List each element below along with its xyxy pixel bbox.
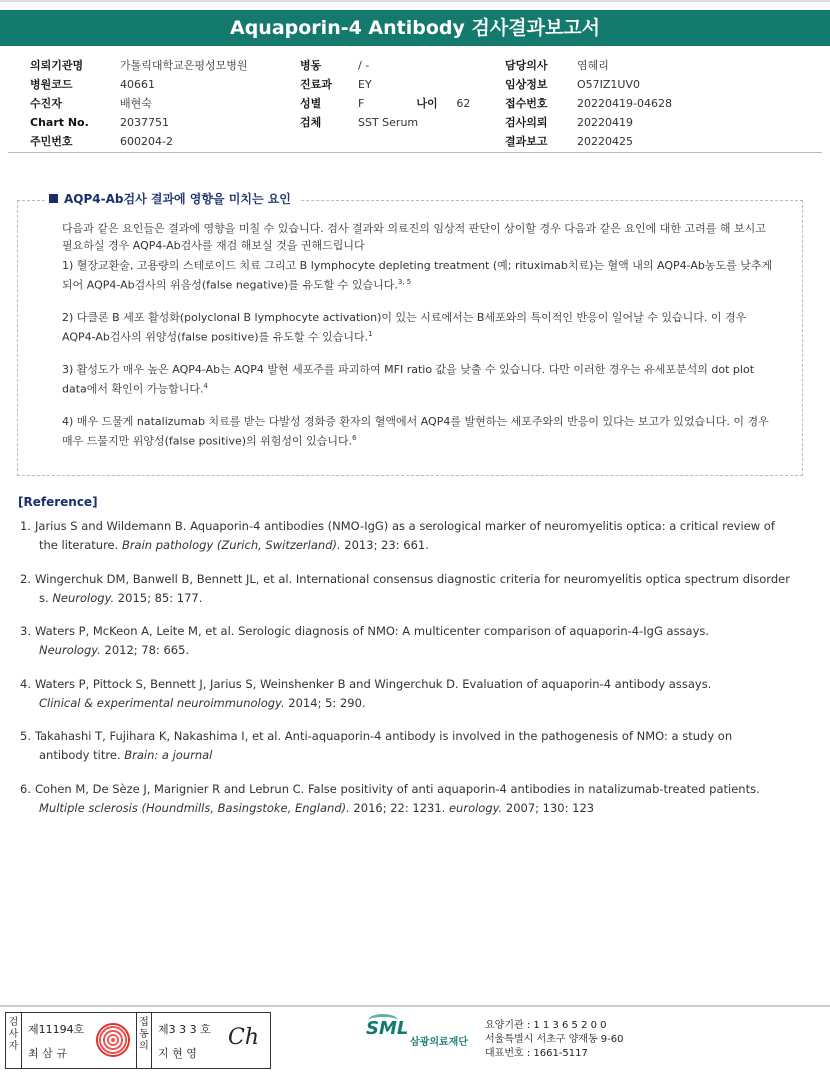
intro-paragraph: 다음과 같은 요인들은 결과에 영향을 미칠 수 있습니다. 검사 결과와 의료진의 임상적 판단이 상이할 경우 다음과 같은 요인에 대한 고려를 해 보시고 필요하실 경우 AQP4-Ab검사를 재검 해보실 것을 권해드립니다 <box>62 222 766 252</box>
field-label: 임상정보 <box>505 78 548 91</box>
info-row <box>300 75 470 94</box>
field-value: / - <box>358 59 370 72</box>
reference-item <box>20 675 824 713</box>
section-title <box>45 190 299 208</box>
inspector-name: 최 삼 규 <box>28 1047 67 1060</box>
reference-item <box>20 517 824 555</box>
field-label: 결과보고 <box>505 135 548 148</box>
reference-heading: [Reference] <box>18 495 98 509</box>
inspector-label: 검사자 <box>6 1013 22 1068</box>
ref-journal: Brain: a journal <box>124 748 213 762</box>
ref-text: 2007; 130: 123 <box>502 801 595 815</box>
info-row <box>505 132 672 151</box>
field-label: 수진자 <box>30 97 62 110</box>
reference-item <box>20 727 824 765</box>
info-row <box>30 132 248 151</box>
ref-text: 2013; 23: 661. <box>340 538 429 552</box>
field-value: 20220419 <box>577 116 633 129</box>
square-bullet-icon <box>49 194 58 203</box>
info-row <box>30 56 248 75</box>
age-label: 나이 <box>416 97 438 110</box>
ref-number: 4. <box>20 677 31 691</box>
ref-journal: Brain pathology (Zurich, Switzerland). <box>121 538 341 552</box>
citation: 4 <box>203 382 208 390</box>
ref-journal: Multiple sclerosis (Houndmills, Basingstoke, England). <box>39 801 350 815</box>
field-label: 담당의사 <box>505 59 548 72</box>
ref-text: 2016; 22: 1231. <box>349 801 449 815</box>
info-row <box>300 113 470 132</box>
field-value: 염혜리 <box>577 59 609 72</box>
factor-4-text: 4) 매우 드물게 natalizumab 치료를 받는 다발성 경화증 환자의 혈액에서 AQP4를 발현하는 세포주와의 반응이 있다는 보고가 있었습니다. 이 경우 매우 드물지만 위양성(false positive)의 위험성이 있습니다. <box>62 415 769 448</box>
field-label: 병동 <box>300 59 322 72</box>
info-column-3 <box>505 56 672 151</box>
ref-text: Waters P, Pittock S, Bennett J, Jarius S, Weinshenker B and Wingerchuk D. Evaluation of aquaporin-4 antibody assays. <box>35 677 712 691</box>
section-title-text: AQP4-Ab검사 결과에 영향을 미치는 요인 <box>64 192 291 206</box>
factor-1-text: 1) 혈장교환술, 고용량의 스테로이드 치료 그리고 B lymphocyte depleting treatment (예; rituximab치료)는 혈액 내의 AQP4-Ab농도를 낮추게 되어 AQP4-Ab검사의 위음성(false negative)를 유도할 수 있습니다. <box>62 259 773 292</box>
sml-logo: SML <box>366 1018 409 1039</box>
ref-text: 2015; 85: 177. <box>114 591 203 605</box>
ref-number: 2. <box>20 572 31 586</box>
field-label: 검체 <box>300 116 322 129</box>
field-value: 2037751 <box>120 116 169 129</box>
ref-number: 6. <box>20 782 31 796</box>
info-column-2 <box>300 56 470 132</box>
lab-address-block <box>485 1019 624 1061</box>
ref-journal: Clinical & experimental neuroimmunology. <box>39 696 285 710</box>
ref-number: 3. <box>20 624 31 638</box>
address: 서울특별시 서초구 양재동 9-60 <box>485 1034 624 1045</box>
field-value: 40661 <box>120 78 155 91</box>
inspector-number: 제11194호 <box>28 1023 85 1036</box>
factor-2-text: 2) 다클론 B 세포 활성화(polyclonal B lymphocyte activation)이 있는 시료에서는 B세포와의 특이적인 반응이 일어날 수 있습니다. 이 경우 AQP4-Ab검사의 위양성(false positive)를 유도할 수 있습니다. <box>62 311 747 344</box>
ref-number: 5. <box>20 729 31 743</box>
info-row <box>30 75 248 94</box>
top-border <box>0 0 830 2</box>
info-row <box>505 56 672 75</box>
ref-journal: Neurology. <box>39 643 101 657</box>
ref-journal: eurology. <box>448 801 503 815</box>
field-value: F <box>358 97 365 110</box>
field-value: 배현숙 <box>120 97 152 110</box>
report-title: Aquaporin-4 Antibody 검사결과보고서 <box>0 10 830 46</box>
signature-box <box>5 1012 271 1069</box>
ref-text: Jarius S and Wildemann B. Aquaporin-4 antibodies (NMO-IgG) as a serological marker of neuromyelitis optica: a critical review of <box>35 519 775 533</box>
header-divider <box>8 152 822 153</box>
field-label: 성별 <box>300 97 322 110</box>
info-row <box>300 94 470 113</box>
factor-3 <box>62 361 774 398</box>
footer-divider <box>0 1005 830 1007</box>
ref-text: Wingerchuk DM, Banwell B, Bennett JL, et al. International consensus diagnostic criteria for neuromyelitis optica spectrum disorder <box>35 572 790 586</box>
citation: 1 <box>368 330 373 338</box>
info-row <box>505 113 672 132</box>
info-row <box>505 75 672 94</box>
ref-text: antibody titre. <box>39 748 125 762</box>
field-label: 병원코드 <box>30 78 73 91</box>
factor-2 <box>62 309 774 346</box>
ref-number: 1. <box>20 519 31 533</box>
handwritten-signature: Ch <box>228 1025 260 1050</box>
field-value: 가톨릭대학교은평성모병원 <box>120 59 248 72</box>
approver-number: 제3 3 3 호 <box>158 1023 211 1036</box>
factor-4 <box>62 413 774 450</box>
field-label: 의뢰기관명 <box>30 59 84 72</box>
field-value: O57IZ1UV0 <box>577 78 641 91</box>
citation: 3, 5 <box>397 278 412 286</box>
foundation-name: 삼광의료재단 <box>410 1037 468 1048</box>
field-label: 진료과 <box>300 78 332 91</box>
ref-text: Takahashi T, Fujihara K, Nakashima I, et al. Anti-aquaporin-4 antibody is involved in the pathogenesis of NMO: a study on <box>35 729 733 743</box>
ref-text: the literature. <box>39 538 122 552</box>
approver-label: 접동의 <box>136 1013 152 1068</box>
factor-3-text: 3) 활성도가 매우 높은 AQP4-Ab는 AQP4 발현 세포주를 파괴하여 MFI ratio 값을 낮출 수 있습니다. 다만 이러한 경우는 유세포분석의 dot plot data에서 확인이 가능합니다. <box>62 363 755 396</box>
info-row <box>30 113 248 132</box>
field-value: 20220425 <box>577 135 633 148</box>
reference-item <box>20 622 824 660</box>
ref-text: s. <box>39 591 53 605</box>
citation: 6 <box>352 434 357 442</box>
seal-stamp <box>96 1023 130 1057</box>
agency-number: 요양기관 : 1 1 3 6 5 2 0 0 <box>485 1020 607 1031</box>
ref-text: Cohen M, De Sèze J, Marignier R and Lebrun C. False positivity of anti aquaporin-4 antibodies in natalizumab-treated patients. <box>35 782 760 796</box>
factor-1 <box>62 257 774 294</box>
reference-item <box>20 570 824 608</box>
info-row <box>300 56 470 75</box>
info-row <box>30 94 248 113</box>
field-label: 검사의뢰 <box>505 116 548 129</box>
field-label: 주민번호 <box>30 135 73 148</box>
ref-journal: Neurology. <box>52 591 115 605</box>
field-label: Chart No. <box>30 116 89 129</box>
reference-item <box>20 780 824 818</box>
ref-text: Waters P, McKeon A, Leite M, et al. Serologic diagnosis of NMO: A multicenter comparison of aquaporin-4-IgG assays. <box>35 624 710 638</box>
age-value: 62 <box>456 97 471 110</box>
field-label: 접수번호 <box>505 97 548 110</box>
info-column-1 <box>30 56 248 151</box>
field-value: 20220419-04628 <box>577 97 672 110</box>
field-value: SST Serum <box>358 116 419 129</box>
field-value: 600204-2 <box>120 135 173 148</box>
info-row <box>505 94 672 113</box>
field-value: EY <box>358 78 372 91</box>
approver-name: 지 현 영 <box>158 1047 197 1060</box>
phone: 대표번호 : 1661-5117 <box>485 1048 588 1059</box>
ref-text: 2012; 78: 665. <box>100 643 190 657</box>
ref-text: 2014; 5: 290. <box>284 696 366 710</box>
